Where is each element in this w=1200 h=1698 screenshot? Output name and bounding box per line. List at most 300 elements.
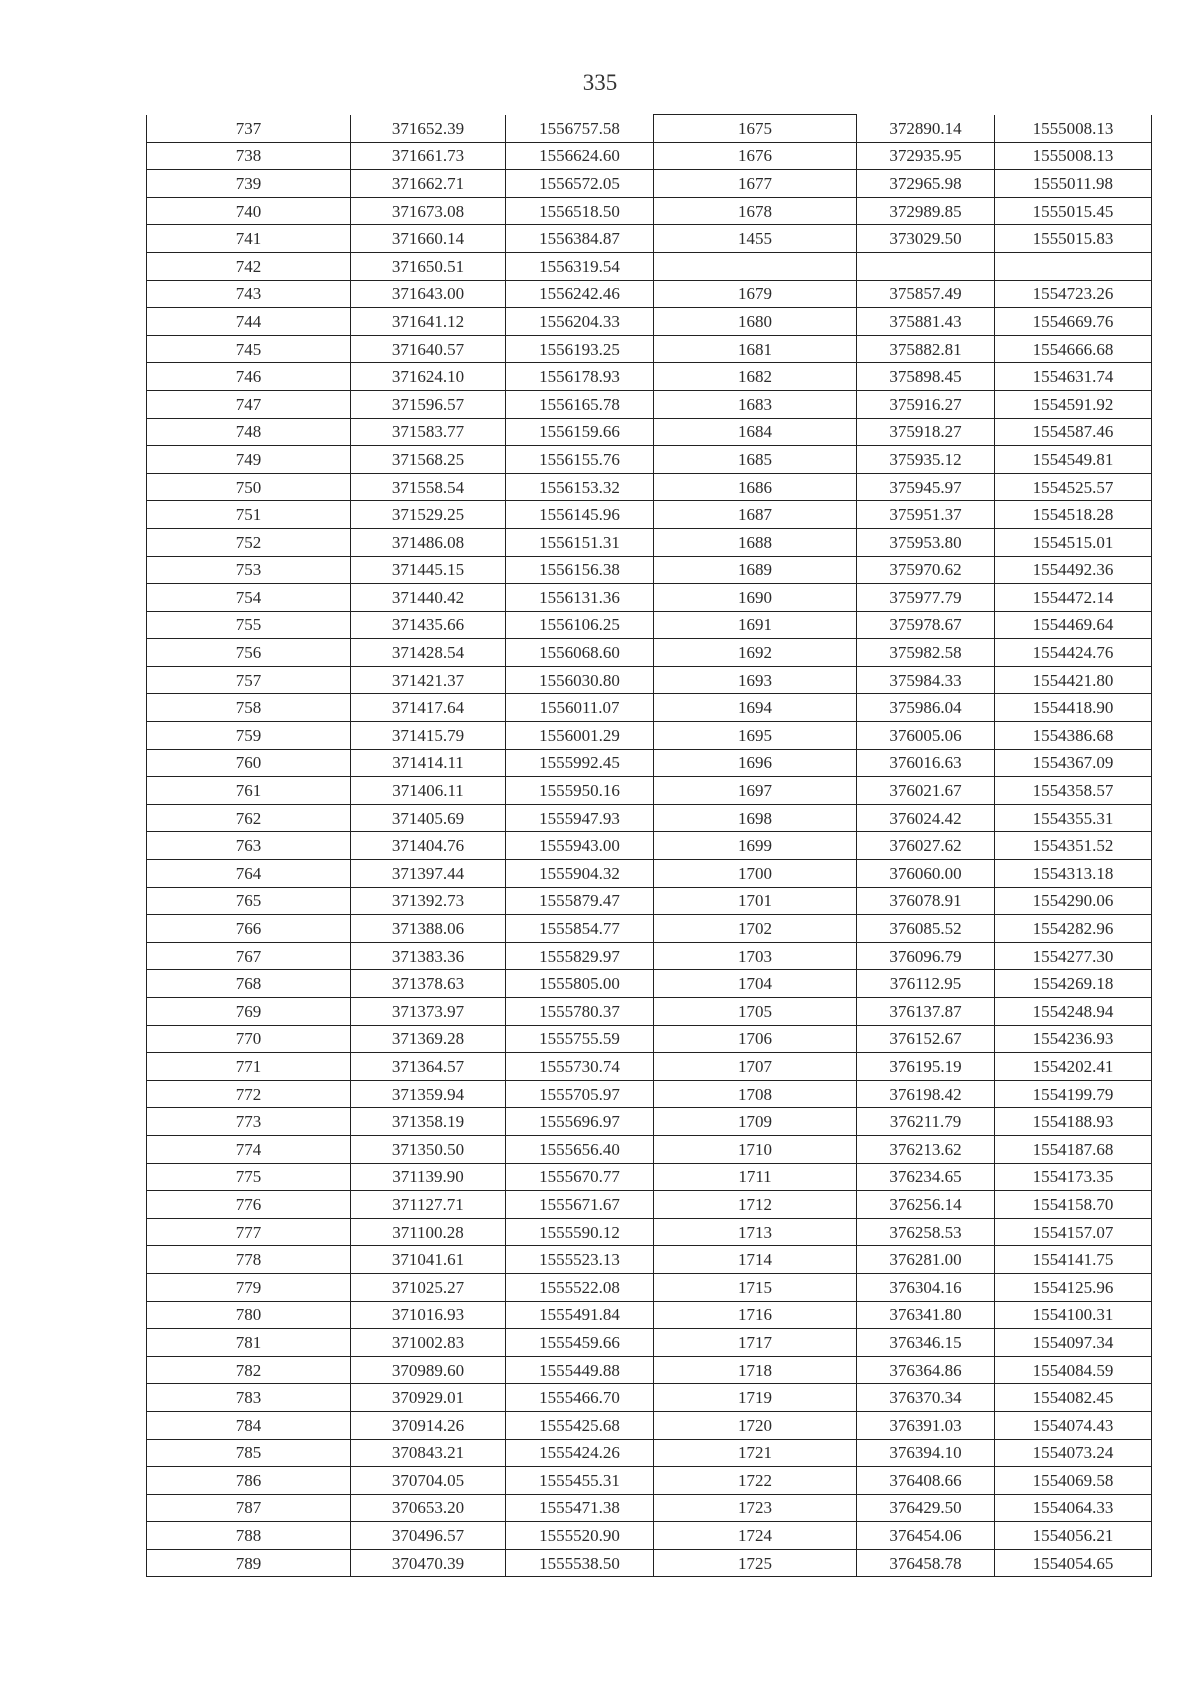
table-row [147,308,1152,336]
table-cell-point-number: 1687 [654,501,857,529]
table-cell-y-coordinate: 1556030.80 [506,666,654,694]
table-cell-y-coordinate: 1555008.13 [995,142,1152,170]
table-cell-point-number: 779 [147,1273,351,1301]
table-cell-y-coordinate: 1555879.47 [506,887,654,915]
table-cell-point-number: 1689 [654,556,857,584]
table-cell-x-coordinate: 376198.42 [857,1080,995,1108]
table-cell-point-number: 743 [147,280,351,308]
table-cell-point-number: 782 [147,1356,351,1384]
table-row [147,666,1152,694]
table-cell-x-coordinate: 375953.80 [857,528,995,556]
table-cell-point-number: 749 [147,446,351,474]
table-cell-point-number: 1723 [654,1494,857,1522]
table-row [147,197,1152,225]
table-cell-point-number: 764 [147,860,351,888]
table-cell-point-number: 1720 [654,1411,857,1439]
table-cell-y-coordinate: 1555471.38 [506,1494,654,1522]
table-cell-x-coordinate: 376152.67 [857,1025,995,1053]
table-row [147,252,1152,280]
table-cell-y-coordinate: 1554358.57 [995,777,1152,805]
table-cell-x-coordinate: 375935.12 [857,446,995,474]
table-cell-y-coordinate: 1554587.46 [995,418,1152,446]
table-cell-x-coordinate: 371662.71 [351,170,506,198]
table-cell-point-number: 776 [147,1191,351,1219]
table-cell-y-coordinate: 1554525.57 [995,473,1152,501]
table-cell-x-coordinate: 376234.65 [857,1163,995,1191]
table-cell-y-coordinate: 1554074.43 [995,1411,1152,1439]
table-cell-x-coordinate: 375918.27 [857,418,995,446]
table-cell-point-number: 1455 [654,225,857,253]
table-cell-point-number: 762 [147,804,351,832]
table-cell-x-coordinate: 371404.76 [351,832,506,860]
table-row [147,1522,1152,1550]
table-cell-x-coordinate: 370496.57 [351,1522,506,1550]
table-cell-point-number: 759 [147,722,351,750]
table-cell-y-coordinate: 1554290.06 [995,887,1152,915]
table-cell-point-number: 1688 [654,528,857,556]
table-row [147,418,1152,446]
table-cell-x-coordinate: 371359.94 [351,1080,506,1108]
table-cell-x-coordinate: 370989.60 [351,1356,506,1384]
table-cell-point-number: 1716 [654,1301,857,1329]
table-cell-point-number: 1721 [654,1439,857,1467]
table-row [147,446,1152,474]
table-cell-point-number: 1704 [654,970,857,998]
table-cell-x-coordinate: 371652.39 [351,115,506,143]
table-row [147,1135,1152,1163]
table-cell-x-coordinate: 375986.04 [857,694,995,722]
table-row [147,1384,1152,1412]
table-cell-point-number: 752 [147,528,351,556]
table-cell-x-coordinate: 371378.63 [351,970,506,998]
table-cell-point-number: 738 [147,142,351,170]
table-row [147,1439,1152,1467]
table-cell-x-coordinate: 371583.77 [351,418,506,446]
table-cell-x-coordinate: 376085.52 [857,915,995,943]
table-cell-x-coordinate: 376256.14 [857,1191,995,1219]
table-row [147,639,1152,667]
table-cell-x-coordinate: 376341.80 [857,1301,995,1329]
table-cell-y-coordinate: 1554469.64 [995,611,1152,639]
table-cell-y-coordinate: 1556145.96 [506,501,654,529]
table-cell-x-coordinate: 375951.37 [857,501,995,529]
table-cell-point-number: 757 [147,666,351,694]
table-cell-y-coordinate: 1555015.83 [995,225,1152,253]
table-cell-x-coordinate: 375977.79 [857,584,995,612]
table-cell-x-coordinate: 376137.87 [857,998,995,1026]
table-row [147,501,1152,529]
table-cell-point-number: 768 [147,970,351,998]
table-cell-point-number: 1697 [654,777,857,805]
table-cell-x-coordinate: 372935.95 [857,142,995,170]
table-cell-y-coordinate: 1554141.75 [995,1246,1152,1274]
table-cell-x-coordinate: 371486.08 [351,528,506,556]
table-cell-point-number: 786 [147,1467,351,1495]
table-cell-y-coordinate: 1554518.28 [995,501,1152,529]
table-cell-y-coordinate: 1556151.31 [506,528,654,556]
table-cell-point-number: 756 [147,639,351,667]
table-cell-y-coordinate: 1555705.97 [506,1080,654,1108]
table-cell-x-coordinate: 376078.91 [857,887,995,915]
table-cell-y-coordinate: 1556155.76 [506,446,654,474]
table-cell-point-number: 1715 [654,1273,857,1301]
table-cell-y-coordinate: 1555466.70 [506,1384,654,1412]
table-cell-x-coordinate: 371650.51 [351,252,506,280]
table-cell-x-coordinate: 371641.12 [351,308,506,336]
table-cell-y-coordinate: 1554492.36 [995,556,1152,584]
coordinates-table-body [147,115,1152,1577]
table-cell-y-coordinate: 1556011.07 [506,694,654,722]
table-cell-y-coordinate: 1555829.97 [506,942,654,970]
table-cell-x-coordinate: 371529.25 [351,501,506,529]
table-row [147,1494,1152,1522]
table-cell-point-number: 1706 [654,1025,857,1053]
table-cell-y-coordinate: 1554282.96 [995,915,1152,943]
table-cell-y-coordinate: 1555696.97 [506,1108,654,1136]
table-cell-x-coordinate: 371624.10 [351,363,506,391]
table-cell-y-coordinate: 1556159.66 [506,418,654,446]
table-cell-point-number: 737 [147,115,351,143]
table-cell-point-number: 1690 [654,584,857,612]
table-cell-point-number: 1722 [654,1467,857,1495]
table-cell-y-coordinate: 1554386.68 [995,722,1152,750]
table-cell-x-coordinate: 376304.16 [857,1273,995,1301]
table-cell-x-coordinate: 371640.57 [351,335,506,363]
table-row [147,1329,1152,1357]
table-cell-y-coordinate: 1554158.70 [995,1191,1152,1219]
table-cell-x-coordinate: 370470.39 [351,1549,506,1577]
table-row [147,1218,1152,1246]
table-cell-y-coordinate: 1555523.13 [506,1246,654,1274]
table-cell-x-coordinate: 376195.19 [857,1053,995,1081]
table-cell-x-coordinate: 371364.57 [351,1053,506,1081]
table-cell-y-coordinate: 1555449.88 [506,1356,654,1384]
table-cell-point-number: 787 [147,1494,351,1522]
table-cell-point-number: 1680 [654,308,857,336]
table-cell-y-coordinate: 1554351.52 [995,832,1152,860]
table-cell-y-coordinate: 1556204.33 [506,308,654,336]
table-cell-x-coordinate: 376213.62 [857,1135,995,1163]
table-cell-x-coordinate: 371383.36 [351,942,506,970]
table-cell-point-number: 1681 [654,335,857,363]
table-row [147,142,1152,170]
table-cell-x-coordinate: 371568.25 [351,446,506,474]
table-cell-y-coordinate: 1554064.33 [995,1494,1152,1522]
table-cell-point-number: 765 [147,887,351,915]
table-cell-x-coordinate: 371660.14 [351,225,506,253]
table-cell-point-number: 1717 [654,1329,857,1357]
table-cell-point-number: 1705 [654,998,857,1026]
table-cell-y-coordinate: 1554202.41 [995,1053,1152,1081]
table-cell-x-coordinate: 372890.14 [857,115,995,143]
table-cell-y-coordinate: 1555459.66 [506,1329,654,1357]
table-cell-y-coordinate: 1555854.77 [506,915,654,943]
table-cell-y-coordinate: 1556518.50 [506,197,654,225]
table-cell-x-coordinate: 370843.21 [351,1439,506,1467]
table-cell-point-number: 758 [147,694,351,722]
table-cell-y-coordinate: 1555520.90 [506,1522,654,1550]
table-cell-y-coordinate: 1554631.74 [995,363,1152,391]
table-cell-x-coordinate: 376258.53 [857,1218,995,1246]
table-row [147,115,1152,143]
table-row [147,722,1152,750]
table-cell-y-coordinate: 1554669.76 [995,308,1152,336]
table-cell-x-coordinate: 376391.03 [857,1411,995,1439]
table-cell-x-coordinate: 371127.71 [351,1191,506,1219]
table-cell-x-coordinate: 376370.34 [857,1384,995,1412]
table-cell-point-number: 747 [147,390,351,418]
table-cell-point-number: 781 [147,1329,351,1357]
table-cell-y-coordinate: 1555943.00 [506,832,654,860]
table-cell-x-coordinate: 376454.06 [857,1522,995,1550]
table-cell-y-coordinate: 1554173.35 [995,1163,1152,1191]
table-cell-point-number: 755 [147,611,351,639]
table-row [147,170,1152,198]
table-cell-point-number: 745 [147,335,351,363]
table-cell-x-coordinate: 376408.66 [857,1467,995,1495]
table-cell-y-coordinate: 1555656.40 [506,1135,654,1163]
table-cell-x-coordinate: 371414.11 [351,749,506,777]
table-cell-y-coordinate: 1555950.16 [506,777,654,805]
table-cell-point-number: 783 [147,1384,351,1412]
table-cell-y-coordinate: 1554236.93 [995,1025,1152,1053]
table-row [147,390,1152,418]
table-cell-x-coordinate: 370914.26 [351,1411,506,1439]
table-cell-x-coordinate: 376016.63 [857,749,995,777]
table-cell-x-coordinate: 376458.78 [857,1549,995,1577]
table-cell-y-coordinate: 1556153.32 [506,473,654,501]
table-cell-y-coordinate: 1554073.24 [995,1439,1152,1467]
table-cell-y-coordinate: 1554421.80 [995,666,1152,694]
table-cell-y-coordinate: 1556572.05 [506,170,654,198]
table-cell-point-number: 741 [147,225,351,253]
table-cell-point-number: 1708 [654,1080,857,1108]
table-cell-x-coordinate: 376346.15 [857,1329,995,1357]
table-row [147,473,1152,501]
table-row [147,335,1152,363]
table-cell-y-coordinate: 1554549.81 [995,446,1152,474]
table-cell-point-number: 1684 [654,418,857,446]
table-cell-point-number: 769 [147,998,351,1026]
table-row [147,998,1152,1026]
table-cell-point-number: 1685 [654,446,857,474]
table-row [147,970,1152,998]
table-cell-y-coordinate: 1556319.54 [506,252,654,280]
table-cell-point-number: 1683 [654,390,857,418]
table-cell-point-number: 1700 [654,860,857,888]
table-cell-point-number: 1701 [654,887,857,915]
table-cell-y-coordinate: 1554097.34 [995,1329,1152,1357]
table-cell-y-coordinate: 1555011.98 [995,170,1152,198]
table-cell-x-coordinate: 372965.98 [857,170,995,198]
table-cell-x-coordinate: 371358.19 [351,1108,506,1136]
table-cell-x-coordinate: 370653.20 [351,1494,506,1522]
table-cell-y-coordinate: 1554418.90 [995,694,1152,722]
table-cell-y-coordinate: 1554666.68 [995,335,1152,363]
table-cell-y-coordinate: 1555670.77 [506,1163,654,1191]
table-cell-x-coordinate: 370929.01 [351,1384,506,1412]
table-cell-y-coordinate: 1555780.37 [506,998,654,1026]
table-cell-point-number: 1694 [654,694,857,722]
table-row [147,804,1152,832]
table-cell-x-coordinate: 371041.61 [351,1246,506,1274]
table-row [147,1080,1152,1108]
table-cell-point-number: 1713 [654,1218,857,1246]
table-cell-x-coordinate: 371415.79 [351,722,506,750]
table-cell-point-number: 775 [147,1163,351,1191]
table-cell-point-number: 761 [147,777,351,805]
table-cell-y-coordinate: 1555008.13 [995,115,1152,143]
table-cell-y-coordinate: 1554199.79 [995,1080,1152,1108]
table-cell-x-coordinate: 371350.50 [351,1135,506,1163]
table-cell-point-number: 780 [147,1301,351,1329]
table-cell-point-number: 748 [147,418,351,446]
table-cell-y-coordinate: 1554188.93 [995,1108,1152,1136]
table-cell-x-coordinate: 371405.69 [351,804,506,832]
table-row [147,1301,1152,1329]
table-cell-x-coordinate: 371428.54 [351,639,506,667]
table-cell-x-coordinate: 375970.62 [857,556,995,584]
table-cell-x-coordinate: 373029.50 [857,225,995,253]
table-cell-x-coordinate: 371139.90 [351,1163,506,1191]
table-cell-y-coordinate: 1554082.45 [995,1384,1152,1412]
table-cell-y-coordinate: 1556068.60 [506,639,654,667]
table-cell-point-number: 1718 [654,1356,857,1384]
table-cell-x-coordinate: 371016.93 [351,1301,506,1329]
table-cell-y-coordinate: 1555425.68 [506,1411,654,1439]
table-cell-y-coordinate: 1555455.31 [506,1467,654,1495]
table-cell-point-number: 770 [147,1025,351,1053]
table-cell-point-number: 767 [147,942,351,970]
table-cell-point-number: 788 [147,1522,351,1550]
table-cell-y-coordinate: 1554472.14 [995,584,1152,612]
table-cell-point-number: 760 [147,749,351,777]
table-cell-x-coordinate: 376060.00 [857,860,995,888]
table-cell-y-coordinate: 1555522.08 [506,1273,654,1301]
table-cell-x-coordinate: 371373.97 [351,998,506,1026]
table-cell-point-number: 773 [147,1108,351,1136]
table-row [147,1411,1152,1439]
table-cell-x-coordinate: 376281.00 [857,1246,995,1274]
table-row [147,225,1152,253]
table-cell-y-coordinate: 1555538.50 [506,1549,654,1577]
coordinates-table [146,114,1152,1577]
table-cell-y-coordinate: 1554248.94 [995,998,1152,1026]
table-cell-x-coordinate: 371440.42 [351,584,506,612]
table-cell-y-coordinate: 1554355.31 [995,804,1152,832]
table-cell-y-coordinate: 1554069.58 [995,1467,1152,1495]
table-row [147,749,1152,777]
table-cell-point-number: 1678 [654,197,857,225]
table-cell-point-number: 1719 [654,1384,857,1412]
table-cell-x-coordinate: 371435.66 [351,611,506,639]
table-row [147,1467,1152,1495]
table-cell-x-coordinate: 371025.27 [351,1273,506,1301]
table-row [147,611,1152,639]
table-cell-x-coordinate: 375881.43 [857,308,995,336]
table-cell-point-number: 1698 [654,804,857,832]
table-cell-x-coordinate: 371397.44 [351,860,506,888]
table-cell-x-coordinate: 371596.57 [351,390,506,418]
table-cell-y-coordinate: 1556156.38 [506,556,654,584]
table-cell-x-coordinate: 375882.81 [857,335,995,363]
table-row [147,860,1152,888]
table-row [147,694,1152,722]
table-cell-y-coordinate: 1555590.12 [506,1218,654,1246]
table-cell-point-number: 1693 [654,666,857,694]
table-cell-x-coordinate: 376364.86 [857,1356,995,1384]
table-cell-x-coordinate: 375984.33 [857,666,995,694]
table-cell-x-coordinate: 376021.67 [857,777,995,805]
table-cell-point-number: 739 [147,170,351,198]
table-cell-point-number [654,252,857,280]
table-cell-point-number: 744 [147,308,351,336]
table-row [147,1053,1152,1081]
table-row [147,1025,1152,1053]
table-row [147,363,1152,391]
table-cell-y-coordinate: 1554591.92 [995,390,1152,418]
table-cell-y-coordinate: 1555491.84 [506,1301,654,1329]
table-cell-y-coordinate: 1556106.25 [506,611,654,639]
table-cell-y-coordinate: 1555904.32 [506,860,654,888]
table-cell-point-number: 750 [147,473,351,501]
table-cell-y-coordinate: 1556757.58 [506,115,654,143]
table-cell-point-number: 763 [147,832,351,860]
table-cell-x-coordinate: 371406.11 [351,777,506,805]
table-cell-x-coordinate [857,252,995,280]
table-cell-y-coordinate: 1554367.09 [995,749,1152,777]
table-cell-point-number: 1703 [654,942,857,970]
table-cell-point-number: 1692 [654,639,857,667]
table-cell-point-number: 1675 [654,115,857,143]
table-cell-point-number: 785 [147,1439,351,1467]
table-cell-y-coordinate: 1555805.00 [506,970,654,998]
table-cell-x-coordinate: 376211.79 [857,1108,995,1136]
table-cell-point-number: 772 [147,1080,351,1108]
table-cell-x-coordinate: 371369.28 [351,1025,506,1053]
table-cell-x-coordinate: 371002.83 [351,1329,506,1357]
table-cell-point-number: 1724 [654,1522,857,1550]
table-cell-point-number: 746 [147,363,351,391]
table-cell-y-coordinate: 1554157.07 [995,1218,1152,1246]
table-cell-x-coordinate: 372989.85 [857,197,995,225]
table-cell-point-number: 740 [147,197,351,225]
table-cell-y-coordinate: 1555755.59 [506,1025,654,1053]
table-cell-point-number: 1709 [654,1108,857,1136]
table-cell-y-coordinate: 1556131.36 [506,584,654,612]
table-cell-y-coordinate: 1554084.59 [995,1356,1152,1384]
table-cell-y-coordinate: 1555730.74 [506,1053,654,1081]
table-cell-x-coordinate: 376027.62 [857,832,995,860]
table-cell-y-coordinate: 1554056.21 [995,1522,1152,1550]
table-row [147,556,1152,584]
table-cell-y-coordinate: 1554277.30 [995,942,1152,970]
table-cell-y-coordinate: 1554313.18 [995,860,1152,888]
table-cell-point-number: 1686 [654,473,857,501]
table-cell-x-coordinate: 371558.54 [351,473,506,501]
table-cell-x-coordinate: 371445.15 [351,556,506,584]
table-row [147,832,1152,860]
table-cell-point-number: 774 [147,1135,351,1163]
table-cell-x-coordinate: 375978.67 [857,611,995,639]
table-cell-y-coordinate: 1554187.68 [995,1135,1152,1163]
table-cell-x-coordinate: 376005.06 [857,722,995,750]
table-cell-point-number: 1695 [654,722,857,750]
table-row [147,1191,1152,1219]
table-row [147,887,1152,915]
table-cell-y-coordinate: 1556001.29 [506,722,654,750]
table-cell-y-coordinate: 1555671.67 [506,1191,654,1219]
